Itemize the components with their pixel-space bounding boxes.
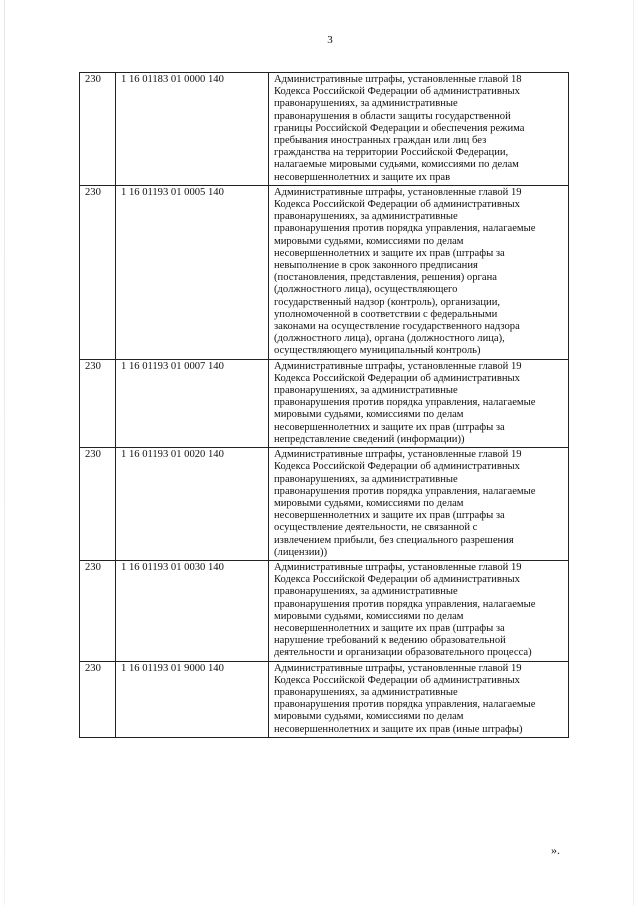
description-line: правонарушениях, за административные [274,473,458,485]
description-line: Административные штрафы, установленные главой 19 [274,360,522,372]
description-cell [269,560,569,661]
description-line: правонарушения в области защиты государственной [274,110,511,122]
kbk-code-cell: 1 16 01193 01 0020 140 [116,448,269,561]
description-line: Кодекса Российской Федерации об административных [274,674,520,686]
description-line: правонарушения против порядка управления, налагаемые [274,598,536,610]
kbk-code-cell: 1 16 01183 01 0000 140 [116,73,269,186]
description-cell [269,448,569,561]
closing-quote-mark: ». [551,843,560,857]
description-line: несовершеннолетних и защите их прав [274,171,451,183]
admin-code-cell: 230 [80,661,116,737]
description-line: пребывания иностранных граждан или лиц без [274,135,487,147]
description-line: налагаемые мировыми судьями, комиссиями по делам [274,159,519,171]
description-line: (должностного лица), осуществляющего [274,284,458,296]
table-body [80,73,569,738]
table-row [80,185,569,359]
description-line: Административные штрафы, установленные главой 19 [274,449,522,461]
description-cell [269,359,569,447]
description-line: Кодекса Российской Федерации об административных [274,461,520,473]
description-line: Кодекса Российской Федерации об административных [274,574,520,586]
description-line: Кодекса Российской Федерации об административных [274,199,520,211]
description-line: несовершеннолетних и защите их прав (иные штрафы) [274,723,523,735]
table-row [80,73,569,186]
admin-code-cell: 230 [80,560,116,661]
description-line: мировыми судьями, комиссиями по делам [274,235,464,247]
description-line: мировыми судьями, комиссиями по делам [274,497,464,509]
kbk-code-cell: 1 16 01193 01 0007 140 [116,359,269,447]
description-line: несовершеннолетних и защите их прав (штрафы за [274,510,505,522]
admin-code-cell: 230 [80,359,116,447]
description-line: правонарушения против порядка управления, налагаемые [274,223,536,235]
description-line: (лицензии)) [274,546,328,558]
description-line: правонарушениях, за административные [274,385,458,397]
description-line: мировыми судьями, комиссиями по делам [274,610,464,622]
description-line: несовершеннолетних и защите их прав (штрафы за [274,421,505,433]
kbk-code-cell: 1 16 01193 01 9000 140 [116,661,269,737]
admin-code-cell: 230 [80,448,116,561]
description-line: правонарушениях, за административные [274,211,458,223]
table-row [80,661,569,737]
description-line: несовершеннолетних и защите их прав (штрафы за [274,247,505,259]
description-line: (постановления, представления, решения) органа [274,272,497,284]
table-row [80,359,569,447]
table-row [80,560,569,661]
description-line: мировыми судьями, комиссиями по делам [274,409,464,421]
description-line: несовершеннолетних и защите их прав (штрафы за [274,622,505,634]
description-line: Кодекса Российской Федерации об административных [274,86,520,98]
description-line: Кодекса Российской Федерации об административных [274,372,520,384]
description-line: мировыми судьями, комиссиями по делам [274,711,464,723]
description-line: правонарушения против порядка управления, налагаемые [274,397,536,409]
description-line: правонарушениях, за административные [274,686,458,698]
admin-code-cell: 230 [80,185,116,359]
description-line: уполномоченной в соответствии с федеральными [274,308,498,320]
kbk-code-cell: 1 16 01193 01 0030 140 [116,560,269,661]
description-line: невыполнение в срок законного предписания [274,260,478,272]
description-line: Административные штрафы, установленные главой 19 [274,186,522,198]
description-line: деятельности и организации образовательного процесса) [274,647,532,659]
description-cell [269,661,569,737]
description-line: законами на осуществление государственного надзора [274,321,520,333]
description-line: непредставление сведений (информации)) [274,433,465,445]
description-line: осуществление деятельности, не связанной с [274,522,478,534]
scan-edge-left [4,0,5,905]
description-line: осуществляющего муниципальный контроль) [274,345,481,357]
description-line: правонарушения против порядка управления, налагаемые [274,485,536,497]
description-line: правонарушениях, за административные [274,586,458,598]
description-line: (должностного лица), органа (должностного лица), [274,333,505,345]
revenue-codes-table [79,72,569,738]
description-line: государственный надзор (контроль), организации, [274,296,501,308]
kbk-code-cell: 1 16 01193 01 0005 140 [116,185,269,359]
description-line: Административные штрафы, установленные главой 19 [274,662,522,674]
description-line: Административные штрафы, установленные главой 18 [274,74,522,85]
description-line: правонарушениях, за административные [274,98,458,110]
admin-code-cell: 230 [80,73,116,186]
page-number: 3 [327,34,333,46]
description-line: извлечением прибыли, без специального разрешения [274,534,514,546]
scan-edge-right [633,0,634,905]
description-cell [269,73,569,186]
description-line: границы Российской Федерации и обеспечения режима [274,122,525,134]
description-line: правонарушения против порядка управления, налагаемые [274,699,536,711]
description-line: гражданства на территории Российской Федерации, [274,147,509,159]
description-line: нарушение требований к ведению образовательной [274,635,506,647]
description-line: Административные штрафы, установленные главой 19 [274,561,522,573]
description-cell [269,185,569,359]
table-row [80,448,569,561]
